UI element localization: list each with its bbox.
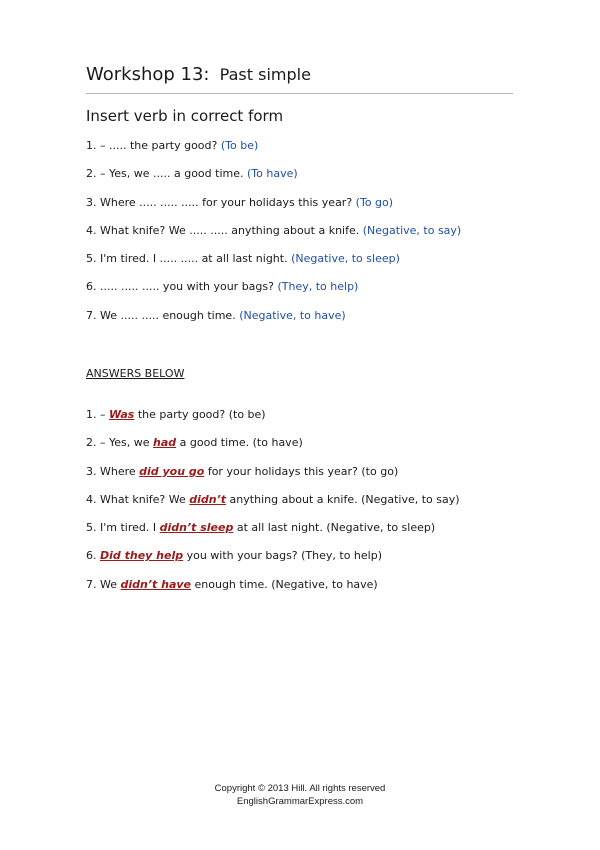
section-heading: Insert verb in correct form [86, 107, 284, 125]
exercise-item [86, 223, 461, 251]
answer-item [86, 492, 460, 520]
answer-suffix: anything about a knife. (Negative, to say) [226, 492, 460, 506]
exercise-item [86, 308, 461, 336]
answer-suffix: the party good? (to be) [134, 408, 266, 421]
exercise-text: 6. ..... ..... ..... you with your bags? [86, 280, 274, 294]
exercise-hint: (They, to help) [277, 280, 359, 294]
answer-list [86, 407, 460, 605]
answer-suffix: a good time. (to have) [176, 436, 303, 450]
answer-word: didn’t have [120, 577, 192, 591]
answer-item [86, 548, 460, 576]
footer [0, 782, 600, 808]
answer-word: Was [109, 408, 135, 421]
answer-word: had [153, 436, 177, 450]
exercise-item [86, 138, 461, 166]
page-title [86, 57, 311, 87]
exercise-item [86, 251, 461, 279]
answer-prefix: 6. [86, 549, 100, 563]
answer-word: didn’t [189, 492, 227, 506]
answers-heading: ANSWERS BELOW [86, 367, 185, 380]
answer-prefix: 4. What knife? We [86, 492, 190, 506]
exercise-hint: (To go) [355, 195, 394, 209]
exercise-hint: (Negative, to sleep) [291, 252, 400, 266]
answer-word: didn’t sleep [159, 521, 234, 535]
answer-item [86, 407, 460, 435]
title-divider [86, 93, 513, 94]
exercise-item [86, 279, 461, 307]
exercise-item [86, 195, 461, 223]
exercise-hint: (Negative, to say) [362, 223, 462, 237]
answer-prefix: 3. Where [86, 464, 140, 478]
page-title-main: Workshop 13: [86, 64, 210, 85]
page-title-sub: Past simple [219, 65, 311, 84]
answer-item [86, 464, 460, 492]
answer-word: Did they help [100, 549, 184, 563]
answer-prefix: 7. We [86, 577, 121, 591]
exercise-text: 7. We ..... ..... enough time. [86, 308, 236, 322]
answer-suffix: at all last night. (Negative, to sleep) [233, 521, 436, 535]
answer-item [86, 577, 460, 605]
answer-item [86, 435, 460, 463]
exercise-hint: (To be) [220, 139, 259, 152]
answer-item [86, 520, 460, 548]
website-text: EnglishGrammarExpress.com [236, 796, 364, 807]
copyright-text: Copyright © 2013 Hill. All rights reserved [214, 783, 386, 794]
exercise-list [86, 138, 461, 336]
exercise-hint: (To have) [247, 167, 298, 181]
answer-prefix: 2. – Yes, we [86, 436, 153, 450]
exercise-text: 4. What knife? We ..... ..... anything about a knife. [86, 223, 360, 237]
exercise-text: 5. I'm tired. I ..... ..... at all last night. [86, 252, 288, 266]
answer-prefix: 1. – [86, 408, 109, 421]
exercise-item [86, 166, 461, 194]
answer-suffix: you with your bags? (They, to help) [183, 549, 382, 563]
exercise-text: 3. Where ..... ..... ..... for your holidays this year? [86, 195, 353, 209]
answer-suffix: for your holidays this year? (to go) [204, 464, 399, 478]
exercise-text: 2. – Yes, we ..... a good time. [86, 167, 244, 181]
exercise-text: 1. – ..... the party good? [86, 139, 218, 152]
exercise-hint: (Negative, to have) [239, 308, 346, 322]
answer-suffix: enough time. (Negative, to have) [191, 577, 378, 591]
answer-prefix: 5. I'm tired. I [86, 521, 160, 535]
answer-word: did you go [139, 464, 205, 478]
